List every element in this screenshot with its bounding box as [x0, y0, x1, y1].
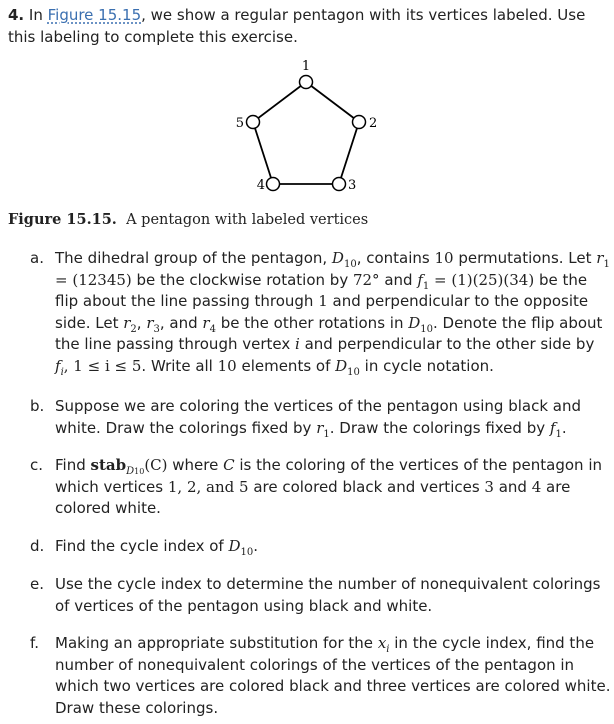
list-marker: e.	[30, 575, 44, 593]
vertex-3	[333, 178, 346, 191]
vertex-5	[247, 116, 260, 129]
vertex-4	[267, 178, 280, 191]
list-item-text: The dihedral group of the pentagon, $D_{10}$, contains 10 permutations. Let $r_1 = (12345)$ be the clockwise rotation by 72° and $f_1 = (1)(25)(34)$ be the flip about the line passing through 1 and perpendicular to the opposite side. Let $r_2$, $r_3$, and $r_4$ be the other rotations in $D_{10}$. Denote the flip about the line passing through vertex i and perpendicular to the other side by $f_i$, 1 ≤ i ≤ 5. Write all 10 elements of $D_{10}$ in cycle notation.	[55, 249, 610, 378]
list-item-text: Find stab$_{D10}$(C) where C is the coloring of the vertices of the pentagon in which vertices 1, 2, and 5 are colored black and vertices 3 and 4 are colored white.	[55, 456, 602, 517]
exercise-number: 4.	[8, 6, 25, 24]
figure-link[interactable]: Figure 15.15	[47, 6, 142, 24]
vertex-label-2: 2	[369, 116, 378, 131]
list-marker: d.	[30, 537, 45, 555]
list-item-text: Making an appropriate substitution for the $x_i$ in the cycle index, find the number of nonequivalent colorings of the vertices of the pentagon in which two vertices are colored black and three vertices are colored white. Draw these colorings.	[55, 634, 611, 717]
list-item-text: Use the cycle index to determine the number of nonequivalent colorings of vertices of the pentagon using black and white.	[55, 575, 601, 615]
vertex-label-1: 1	[301, 59, 311, 74]
exercise-statement: 4. In Figure 15.15, we show a regular pentagon with its vertices labeled. Use this labeling to complete this exercise.	[8, 6, 586, 46]
vertex-label-4: 4	[256, 178, 265, 193]
list-marker: f.	[30, 634, 39, 652]
list-item-text: Find the cycle index of $D_{10}$.	[55, 537, 258, 558]
list-marker: c.	[30, 456, 44, 474]
vertex-label-5: 5	[236, 116, 244, 131]
pentagon-figure	[236, 55, 386, 205]
figure-caption: Figure 15.15. A pentagon with labeled vertices	[8, 211, 369, 228]
pentagon-outline	[253, 82, 359, 184]
vertex-label-3: 3	[348, 178, 357, 193]
vertex-1	[300, 76, 313, 89]
list-marker: a.	[30, 249, 44, 267]
list-item-text: Suppose we are coloring the vertices of the pentagon using black and white. Draw the colorings fixed by $r_1$. Draw the colorings fixed by $f_1$.	[55, 397, 582, 440]
vertex-2	[353, 116, 366, 129]
list-marker: b.	[30, 397, 45, 415]
